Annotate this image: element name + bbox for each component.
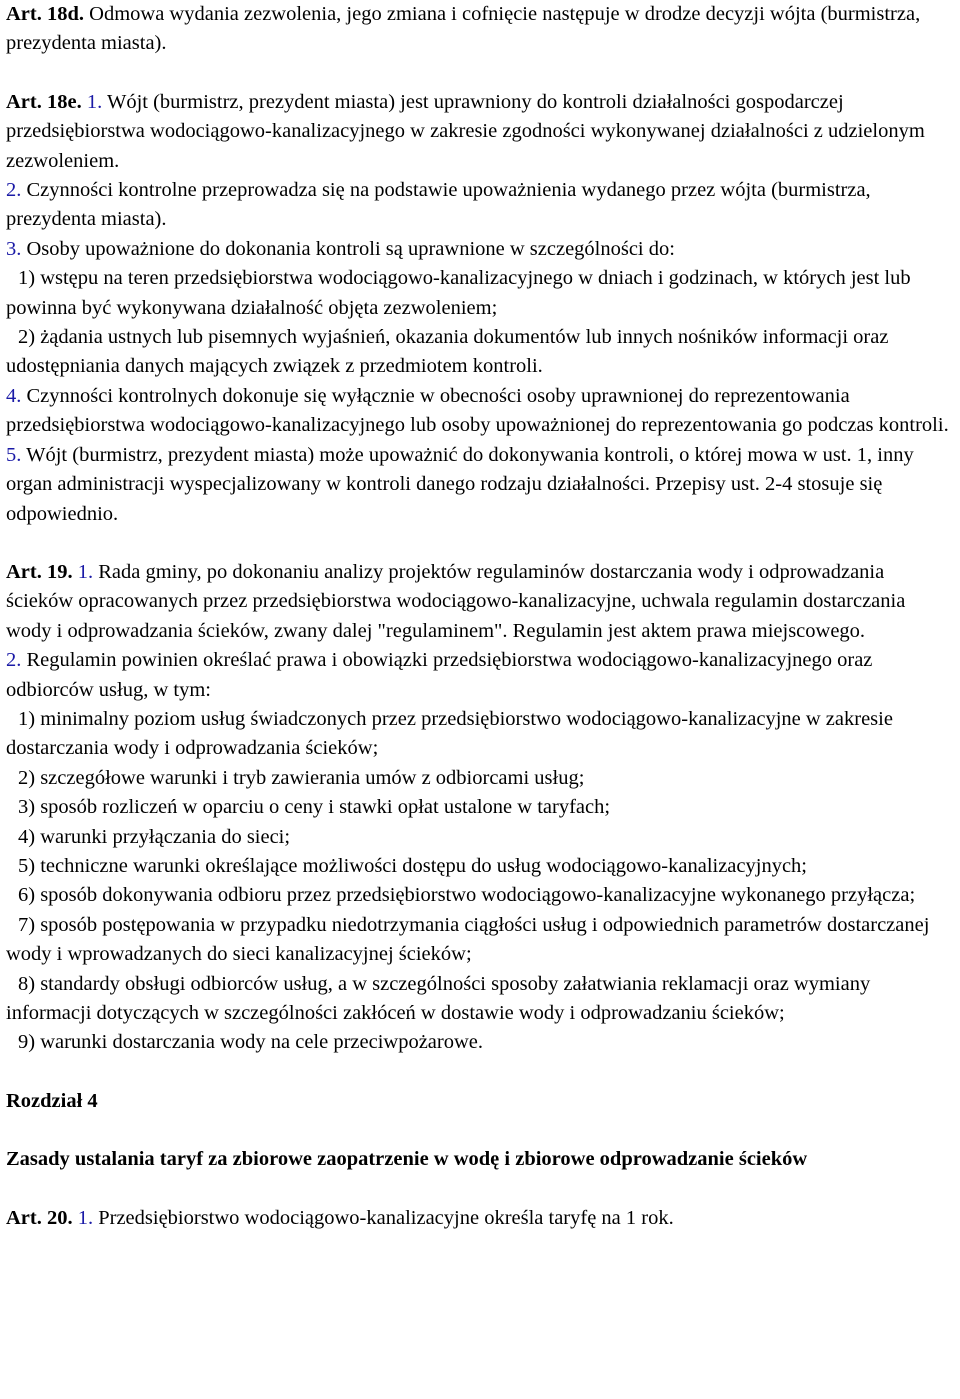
art18e-p5-text: Wójt (burmistrz, prezydent miasta) może upoważnić do dokonywania kontroli, o której mowa w ust. 1, inny organ administracji wyspecjalizowany w kontroli danego rodzaju działalności. Przepisy ust. 2-4 stosuje się odpowiednio. <box>6 443 914 525</box>
list-item-number: 2) <box>18 766 36 789</box>
list-item-number: 8) <box>18 972 36 995</box>
list-item-number: 2) <box>18 326 36 349</box>
art18e-p1-num: 1. <box>86 90 103 113</box>
art18e-p3 <box>6 235 955 264</box>
art18d-text: Odmowa wydania zezwolenia, jego zmiana i cofnięcie następuje w drodze decyzji wójta (burmistrza, prezydenta miasta). <box>6 3 921 55</box>
list-item-text: standardy obsługi odbiorców usług, a w szczególności sposoby załatwiania reklamacji oraz wymiany informacji dotyczących w szczególności zakłóceń w dostawie wody i odprowadzaniu ścieków; <box>6 972 871 1024</box>
list-item-text: żądania ustnych lub pisemnych wyjaśnień, okazania dokumentów lub innych nośników informacji oraz udostępniania danych mających związek z przedmiotem kontroli. <box>6 326 889 378</box>
art20-label: Art. 20. <box>6 1206 73 1229</box>
list-item-number: 5) <box>18 854 36 877</box>
list-item <box>6 793 955 822</box>
list-item <box>6 911 955 970</box>
art18e-p5-num: 5. <box>6 443 22 466</box>
list-item-text: wstępu na teren przedsiębiorstwa wodociągowo-kanalizacyjnego w dniach i godzinach, w których jest lub powinna być wykonywana działalność objęta zezwoleniem; <box>6 267 911 319</box>
list-item-text: minimalny poziom usług świadczonych przez przedsiębiorstwo wodociągowo-kanalizacyjne w zakresie dostarczania wody i odprowadzania ścieków; <box>6 707 893 760</box>
art20-p1-text: Przedsiębiorstwo wodociągowo-kanalizacyjne określa taryfę na 1 rok. <box>98 1206 674 1229</box>
art18e-p1 <box>6 88 955 176</box>
art20-p1-num: 1. <box>77 1206 94 1229</box>
art18e-p4-num: 4. <box>6 384 22 407</box>
list-item-text: warunki przyłączania do sieci; <box>40 825 291 848</box>
list-item-number: 4) <box>18 825 36 848</box>
list-item-number: 3) <box>18 796 36 819</box>
art18d-label: Art. 18d. <box>6 3 85 25</box>
art18e-p5 <box>6 441 955 529</box>
art18e-p1-text: Wójt (burmistrz, prezydent miasta) jest uprawniony do kontroli działalności gospodarczej przedsiębiorstwa wodociągowo-kanalizacyjnego w zakresie zgodności wykonywanej działalności z udzielonym zezwoleniem. <box>6 90 925 172</box>
list-item-number: 7) <box>18 913 36 936</box>
art18d-paragraph <box>6 0 955 59</box>
list-item-text: szczegółowe warunki i tryb zawierania umów z odbiorcami usług; <box>40 766 585 789</box>
art19-p2 <box>6 646 955 705</box>
art18e-p3-num: 3. <box>6 237 22 260</box>
list-item <box>6 323 955 382</box>
art19-p1 <box>6 558 955 646</box>
art18e-label: Art. 18e. <box>6 90 82 113</box>
list-item <box>6 264 955 323</box>
list-item-number: 1) <box>18 267 36 290</box>
art18e-p3-text: Osoby upoważnione do dokonania kontroli są uprawnione w szczególności do: <box>26 237 675 260</box>
art19-p1-num: 1. <box>77 560 94 583</box>
list-item-number: 9) <box>18 1031 36 1054</box>
art18e-p2-text: Czynności kontrolne przeprowadza się na podstawie upoważnienia wydanego przez wójta (burmistrza, prezydenta miasta). <box>6 179 871 231</box>
art19-label: Art. 19. <box>6 560 73 583</box>
list-item <box>6 970 955 1029</box>
list-item <box>6 881 955 910</box>
list-item-text: warunki dostarczania wody na cele przeciwpożarowe. <box>40 1031 484 1054</box>
list-item-number: 1) <box>18 707 36 730</box>
list-item <box>6 1028 955 1057</box>
list-item-number: 6) <box>18 884 36 907</box>
chapter-title: Zasady ustalania taryf za zbiorowe zaopatrzenie w wodę i zbiorowe odprowadzanie ścieków <box>6 1148 808 1171</box>
art19-p2-text: Regulamin powinien określać prawa i obowiązki przedsiębiorstwa wodociągowo-kanalizacyjnego oraz odbiorców usług, w tym: <box>6 649 873 701</box>
list-item-text: sposób postępowania w przypadku niedotrzymania ciągłości usług i odpowiednich parametrów dostarczanej wody i wprowadzanych do sieci kanalizacyjnej ścieków; <box>6 913 930 966</box>
list-item <box>6 764 955 793</box>
art18e-p4 <box>6 382 955 441</box>
list-item-text: sposób dokonywania odbioru przez przedsiębiorstwo wodociągowo-kanalizacyjne wykonanego przyłącza; <box>40 884 916 907</box>
chapter-label: Rozdział 4 <box>6 1089 98 1112</box>
list-item-text: sposób rozliczeń w oparciu o ceny i stawki opłat ustalone w taryfach; <box>40 796 611 819</box>
art18e-p4-text: Czynności kontrolnych dokonuje się wyłącznie w obecności osoby uprawnionej do reprezentowania przedsiębiorstwa wodociągowo-kanalizacyjnego lub osoby upoważnionej do reprezentowania go podczas kontroli. <box>6 384 949 437</box>
list-item <box>6 705 955 764</box>
list-item <box>6 852 955 881</box>
art18e-p2 <box>6 176 955 235</box>
list-item-text: techniczne warunki określające możliwości dostępu do usług wodociągowo-kanalizacyjnych; <box>40 854 807 877</box>
list-item <box>6 823 955 852</box>
art20-p1 <box>6 1204 955 1233</box>
art18e-p2-num: 2. <box>6 179 22 202</box>
art19-p1-text: Rada gminy, po dokonaniu analizy projektów regulaminów dostarczania wody i odprowadzania ścieków opracowanych przez przedsiębiorstwa wodociągowo-kanalizacyjne, uchwala regulamin dostarczania wody i odprowadzania ścieków, zwany dalej "regulaminem". Regulamin jest aktem prawa miejscowego. <box>6 560 906 642</box>
art19-p2-num: 2. <box>6 649 22 672</box>
